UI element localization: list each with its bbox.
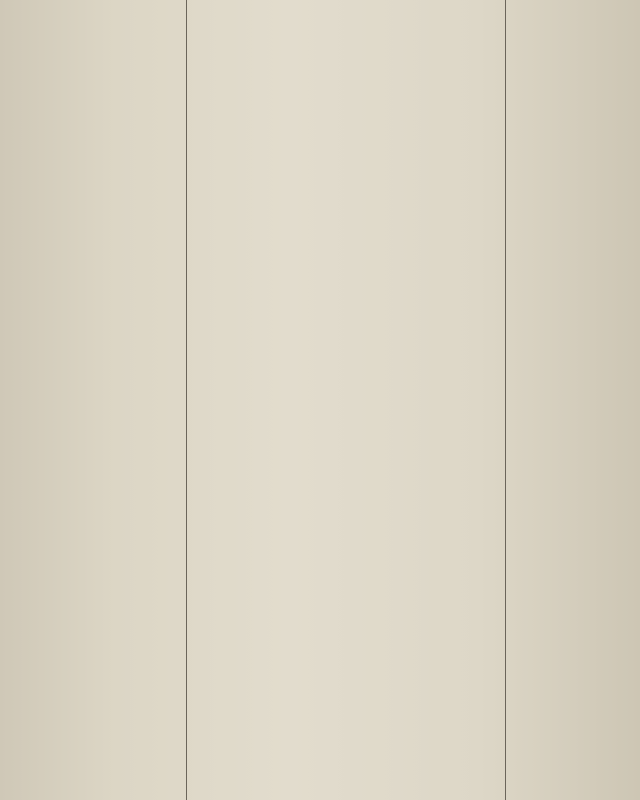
column-rule [505, 0, 506, 800]
column-rule [186, 0, 187, 800]
